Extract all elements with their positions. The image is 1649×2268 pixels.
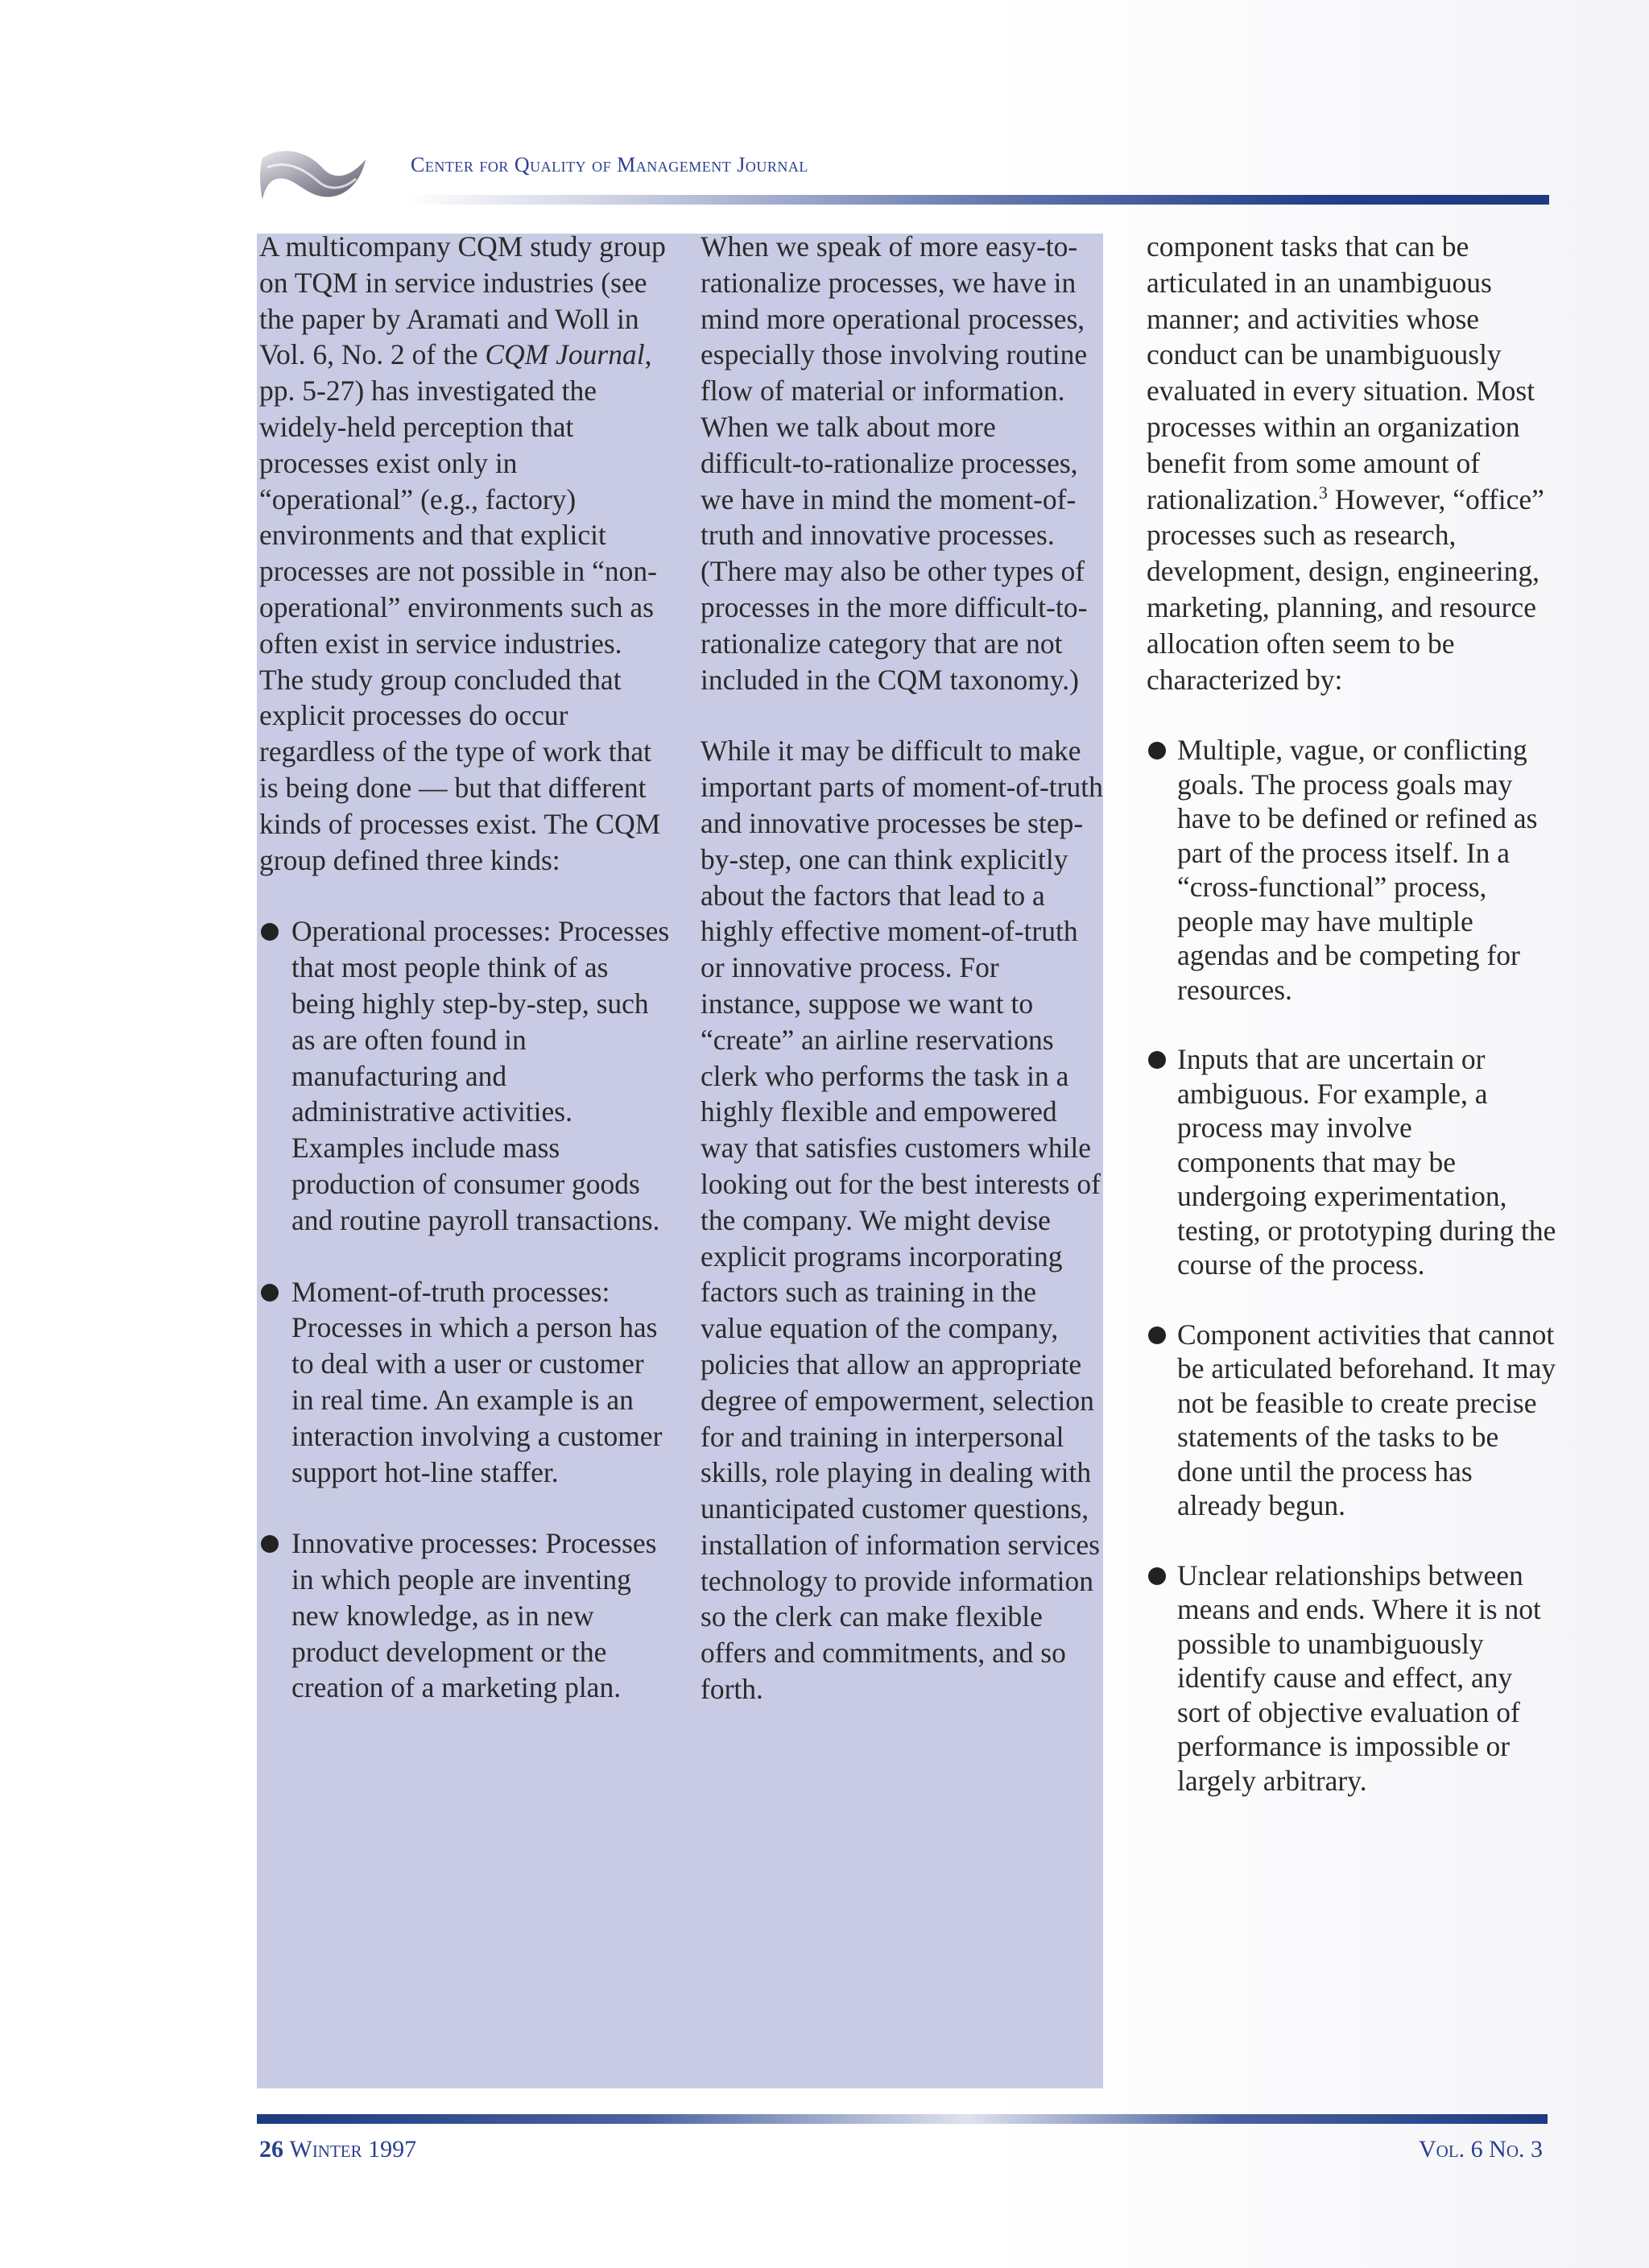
col3-paragraph: component tasks that can be articulated in an unambiguous manner; and activities whose conduct can be unambiguously evaluated in every situation. Most processes within an organization benefit from some amount of rationalization.$^3$ However, “office” processes such as research, development, design, engineering, marketing, planning, and resource allocation often seem to be characterized by: [1147,230,1544,696]
bullet-dot-icon [1148,1051,1166,1069]
bullet-innovative: Innovative processes: Processes in which people are inventing new knowledge, as in new product development or the creation of a marketing plan. [259,1525,670,1706]
footer-rule [257,2114,1548,2124]
column-3 [1147,229,1557,1798]
bullet-dot-icon [261,1535,279,1553]
bullet-moment-of-truth: Moment-of-truth processes: Processes in which a person has to deal with a user or customer in real time. An example is an interaction involving a customer support hot-line staffer. [259,1274,670,1491]
cqm-logo-icon [259,143,370,206]
bullet-dot-icon [261,923,279,941]
bullet-dot-icon [1148,1326,1166,1344]
column-2 [701,229,1103,1707]
bullet-dot-icon [1148,1567,1166,1585]
col1-intro: A multicompany CQM study group on TQM in service industries (see the paper by Aramati and Woll in Vol. 6, No. 2 of the CQM Journal, pp. 5-27) has investigated the widely-held perception that processes exist only in “operational” (e.g., factory) environments and that explicit processes are not possible in “non-operational” environments such as often exist in service industries. The study group concluded that explicit processes do occur regardless of the type of work that is being done — but that different kinds of processes exist. The CQM group defined three kinds: [259,230,666,876]
bullet-component-activities: Component activities that cannot be articulated beforehand. It may not be feasible to create precise statements of the tasks to be done until the process has already begun. [1147,1318,1557,1523]
bullet-unclear-relationships: Unclear relationships between means and ends. Where it is not possible to unambiguously identify cause and effect, any sort of objective evaluation of performance is impossible or largely arbitrary. [1147,1558,1557,1798]
journal-citation: CQM Journal [485,338,645,371]
bullet-multiple-goals: Multiple, vague, or conflicting goals. The process goals may have to be defined or refined as part of the process itself. In a “cross-functional” process, people may have multiple agendas and be competing for resources. [1147,733,1557,1007]
column-1 [259,229,670,1706]
bullet-operational: Operational processes: Processes that most people think of as being highly step-by-step, such as are often found in manufacturing and administrative activities. Examples include mass production of consumer goods and routine payroll transactions. [259,913,670,1238]
page-number: 26 [259,2136,283,2162]
bullet-dot-icon [1148,742,1166,759]
footer-issue [259,2136,416,2163]
issue-season: Winter 1997 [289,2136,417,2162]
footer-volume: Vol. 6 No. 3 [1419,2136,1543,2162]
bullet-dot-icon [261,1284,279,1302]
col2-paragraph-2: While it may be difficult to make important parts of moment-of-truth and innovative processes be step-by-step, one can think explicitly about the factors that lead to a highly effective moment-of-truth or innovative process. For instance, suppose we want to “create” an airline reservations clerk who performs the task in a highly flexible and empowered way that satisfies customers while looking out for the best interests of the company. We might devise explicit programs incorporating factors such as training in the value equation of the company, policies that allow an appropriate degree of empowerment, selection for and training in interpersonal skills, role playing in dealing with unanticipated customer questions, installation of information services technology to provide information so the clerk can make flexible offers and commitments, and so forth. [701,735,1103,1706]
journal-title: Center for Quality of Management Journal [411,153,808,176]
header-rule [404,195,1549,205]
col2-paragraph-1: When we speak of more easy-to-rationalize processes, we have in mind more operational processes, especially those involving routine flow of material or information. When we talk about more difficult-to-rationalize processes, we have in mind the moment-of-truth and innovative processes. (There may also be other types of processes in the more difficult-to-rationalize category that are not included in the CQM taxonomy.) [701,230,1088,696]
footnote-marker: 3 [1318,482,1328,503]
bullet-uncertain-inputs: Inputs that are uncertain or ambiguous. For example, a process may involve components that may be undergoing experimentation, testing, or prototyping during the course of the process. [1147,1042,1557,1282]
